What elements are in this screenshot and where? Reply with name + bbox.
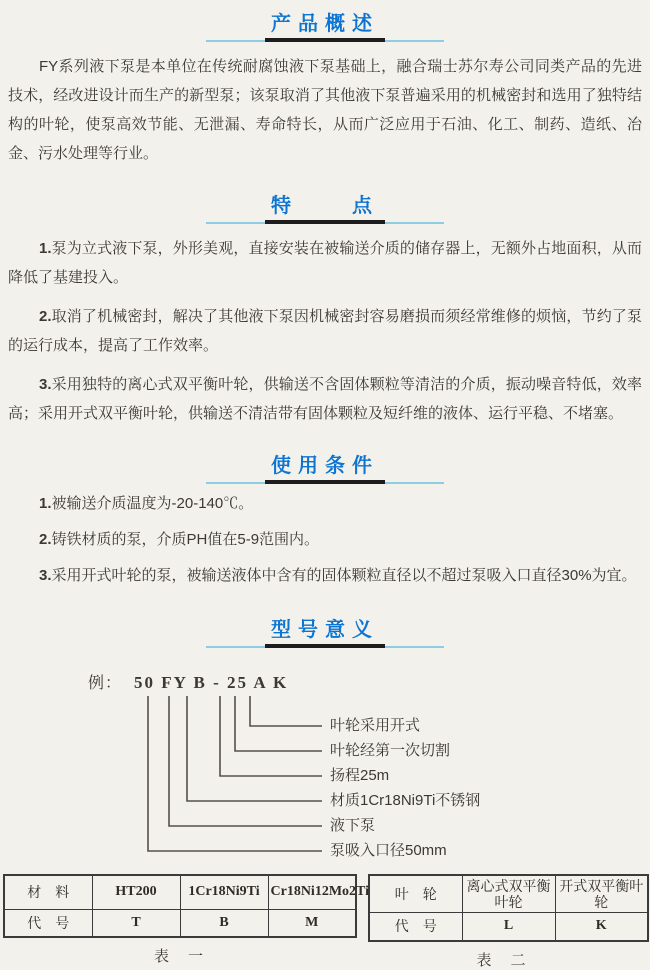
item-text: 采用开式叶轮的泵，被输送液体中含有的固体颗粒直径以不超过泵吸入口直径30%为宜。 [51, 567, 637, 584]
table-cell: L [462, 913, 555, 941]
conditions-list [0, 488, 650, 592]
model-label: 材质1Cr18Ni9Ti不锈钢 [330, 792, 481, 809]
section-header-conditions [0, 454, 650, 484]
material-table-block [3, 874, 370, 970]
section-header-overview [0, 12, 650, 42]
table-row [4, 875, 356, 909]
section-title-model: 型号意义 [265, 618, 385, 648]
document-page [0, 12, 650, 969]
table-cell: 代 号 [4, 909, 92, 937]
table-cell: 代 号 [369, 913, 462, 941]
table-caption: 表 二 [476, 951, 528, 969]
section-title-conditions: 使用条件 [265, 454, 385, 484]
features-list [0, 234, 650, 428]
item-text: 泵为立式液下泵，外形美观，直接安装在被输送介质的储存器上，无额外占地面积，从而降低了基建投入。 [8, 240, 642, 286]
model-example-code: 50 FY B - 25 A K [134, 673, 289, 692]
model-diagram [0, 694, 650, 864]
item-number: 1. [39, 240, 52, 257]
table-caption: 表 一 [153, 948, 205, 965]
condition-item [8, 560, 642, 592]
connector-line [250, 696, 322, 726]
item-text: 采用独特的离心式双平衡叶轮，供输送不含固体颗粒等清洁的介质，振动噪音特低，效率高；采用开式双平衡叶轮，供输送不清洁带有固体颗粒及短纤维的液体、运行平稳、不堵塞。 [8, 376, 642, 422]
table-cell: K [555, 913, 648, 941]
table-cell: T [92, 909, 180, 937]
impeller-table-block [356, 874, 644, 970]
model-label: 液下泵 [330, 817, 376, 834]
item-number: 3. [39, 376, 52, 393]
item-number: 3. [39, 567, 52, 584]
section-header-model [0, 618, 650, 648]
model-diagram-lines [0, 694, 650, 864]
table-cell: 离心式双平衡叶轮 [462, 875, 555, 913]
model-label: 叶轮经第一次切割 [330, 742, 451, 759]
table-cell: B [180, 909, 268, 937]
condition-item [8, 524, 642, 556]
section-title-features: 特 点 [265, 194, 385, 224]
table-row [4, 909, 356, 937]
model-label: 扬程25m [330, 767, 390, 784]
material-table [3, 874, 370, 938]
overview-paragraph: FY系列液下泵是本单位在传统耐腐蚀液下泵基础上，融合瑞士苏尔寿公司同类产品的先进技术，经改进设计而生产的新型泵；该泵取消了其他液下泵普遍采用的机械密封和选用了独特结构的叶轮，使泵高效节能、无泄漏、寿命特长，从而广泛应用于石油、化工、制药、造纸、冶金、污水处理等行业。 [8, 58, 642, 162]
feature-item [8, 370, 642, 428]
connector-line [187, 696, 322, 801]
model-label: 泵吸入口径50mm [330, 842, 447, 859]
table-row [369, 913, 648, 941]
section-title-overview: 产品概述 [265, 12, 385, 42]
table-cell: 叶 轮 [369, 875, 462, 913]
item-text: 取消了机械密封，解决了其他液下泵因机械密封容易磨损而须经常维修的烦恼，节约了泵的运行成本，提高了工作效率。 [8, 308, 642, 354]
model-label: 叶轮采用开式 [330, 717, 421, 734]
table-cell: Cr18Ni12Mo2Ti [268, 875, 356, 909]
connector-line [235, 696, 322, 751]
impeller-table [368, 874, 649, 942]
table-cell: M [268, 909, 356, 937]
tables-row [3, 874, 650, 970]
item-text: 铸铁材质的泵，介质PH值在5-9范围内。 [51, 531, 320, 548]
condition-item [8, 488, 642, 520]
table-cell: HT200 [92, 875, 180, 909]
table-cell: 1Cr18Ni9Ti [180, 875, 268, 909]
item-number: 2. [39, 531, 52, 548]
item-number: 2. [39, 308, 52, 325]
connector-line [169, 696, 322, 826]
model-example [88, 672, 650, 694]
item-text: 被输送介质温度为-20-140℃。 [51, 495, 254, 512]
feature-item [8, 234, 642, 292]
table-cell: 材 料 [4, 875, 92, 909]
section-header-features [0, 194, 650, 224]
table-cell: 开式双平衡叶轮 [555, 875, 648, 913]
model-example-prefix: 例： [88, 675, 123, 692]
feature-item [8, 302, 642, 360]
item-number: 1. [39, 495, 52, 512]
table-row [369, 875, 648, 913]
